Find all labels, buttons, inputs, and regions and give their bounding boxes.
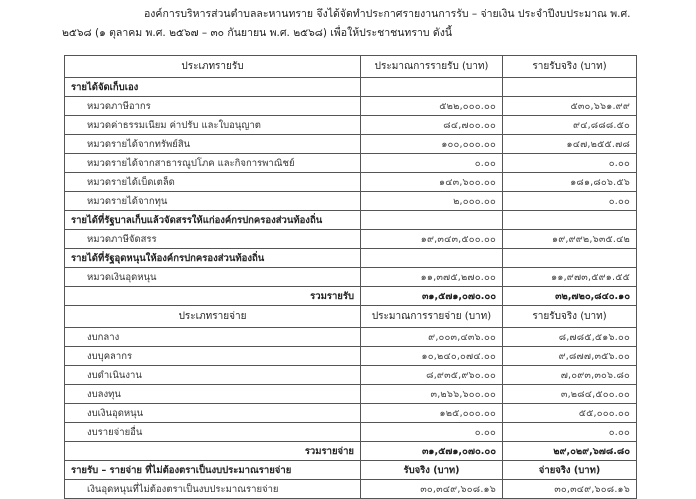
- row-estimate: ๑๑,๓๗๕,๒๗๐.๐๐: [361, 268, 503, 287]
- col-header-income-estimate: ประมาณการรายรับ (บาท): [361, 56, 503, 78]
- row-actual: ๓,๒๘๔,๕๐๐.๐๐: [503, 385, 637, 404]
- section-row: [65, 211, 637, 230]
- row-actual: ๐.๐๐: [503, 192, 637, 211]
- row-estimate: ๐.๐๐: [361, 423, 503, 442]
- table-row: [65, 116, 637, 135]
- table-row: [65, 135, 637, 154]
- row-label: หมวดรายได้จากทรัพย์สิน: [65, 135, 361, 154]
- row-received: ๓๐,๓๔๙,๖๐๘.๑๖: [361, 480, 503, 499]
- row-label: เงินอุดหนุนที่ไม่ต้องตราเป็นงบประมาณรายจ่าย: [65, 480, 361, 499]
- section-row: [65, 249, 637, 268]
- table-row: [65, 423, 637, 442]
- table-row: [65, 366, 637, 385]
- income-total-row: [65, 287, 637, 306]
- table-row: [65, 328, 637, 347]
- row-paid: ๓๐,๓๔๙,๖๐๘.๑๖: [503, 480, 637, 499]
- row-estimate: ๘,๙๓๕,๙๖๐.๐๐: [361, 366, 503, 385]
- total-estimate: ๓๑,๕๗๑,๐๗๐.๐๐: [361, 287, 503, 306]
- col-header-income-type: ประเภทรายรับ: [65, 56, 361, 78]
- row-estimate: ๑๐,๒๔๐,๐๗๔.๐๐: [361, 347, 503, 366]
- table-row: [65, 404, 637, 423]
- expense-header-row: [65, 306, 637, 328]
- table-row: [65, 173, 637, 192]
- row-label: หมวดค่าธรรมเนียม ค่าปรับ และใบอนุญาต: [65, 116, 361, 135]
- intro-line-1: องค์การบริหารส่วนตำบลละหานทราย จึงได้จัดทำประกาศรายงานการรับ – จ่ายเงิน ประจำปีงบประมาณ พ.ศ.: [144, 8, 631, 20]
- row-actual: ๙,๘๗๗,๓๕๖.๐๐: [503, 347, 637, 366]
- row-label: งบบุคลากร: [65, 347, 361, 366]
- row-actual: ๑๑,๙๗๓,๕๙๑.๕๕: [503, 268, 637, 287]
- col-header-received: รับจริง (บาท): [361, 461, 503, 480]
- row-actual: ๙๔,๘๘๘.๕๐: [503, 116, 637, 135]
- income-expense-table: [64, 55, 637, 499]
- col-header-expense-type: ประเภทรายจ่าย: [65, 306, 361, 328]
- section-title: รายได้จัดเก็บเอง: [65, 78, 361, 97]
- col-header-expense-actual: รายรับจริง (บาท): [503, 306, 637, 328]
- row-estimate: ๑๙,๓๔๓,๕๐๐.๐๐: [361, 230, 503, 249]
- row-actual: ๘,๗๘๕,๕๑๖.๐๐: [503, 328, 637, 347]
- non-budget-title: รายรับ – รายจ่าย ที่ไม่ต้องตราเป็นงบประมาณรายจ่าย: [65, 461, 361, 480]
- table-row: [65, 480, 637, 499]
- row-actual: ๗,๐๙๓,๓๐๖.๘๐: [503, 366, 637, 385]
- table-row: [65, 268, 637, 287]
- total-label: รวมรายรับ: [65, 287, 361, 306]
- row-label: งบลงทุน: [65, 385, 361, 404]
- row-label: หมวดภาษีจัดสรร: [65, 230, 361, 249]
- row-label: หมวดรายได้จากทุน: [65, 192, 361, 211]
- row-estimate: ๐.๐๐: [361, 154, 503, 173]
- row-label: งบดำเนินงาน: [65, 366, 361, 385]
- col-header-income-actual: รายรับจริง (บาท): [503, 56, 637, 78]
- non-budget-header-row: [65, 461, 637, 480]
- row-estimate: ๙,๐๐๓,๔๓๖.๐๐: [361, 328, 503, 347]
- row-estimate: ๑๐๐,๐๐๐.๐๐: [361, 135, 503, 154]
- row-label: หมวดภาษีอากร: [65, 97, 361, 116]
- intro-line-2: ๒๕๖๘ (๑ ตุลาคม พ.ศ. ๒๕๖๗ – ๓๐ กันยายน พ.ศ. ๒๕๖๘) เพื่อให้ประชาชนทราบ ดังนี้: [62, 27, 453, 39]
- section-title: รายได้ที่รัฐบาลเก็บแล้วจัดสรรให้แก่องค์กรปกครองส่วนท้องถิ่น: [65, 211, 361, 230]
- total-label: รวมรายจ่าย: [65, 442, 361, 461]
- expense-total-row: [65, 442, 637, 461]
- col-header-expense-estimate: ประมาณการรายจ่าย (บาท): [361, 306, 503, 328]
- row-label: หมวดเงินอุดหนุน: [65, 268, 361, 287]
- row-estimate: ๑๔๓,๖๐๐.๐๐: [361, 173, 503, 192]
- row-actual: ๕๓๐,๖๖๑.๙๙: [503, 97, 637, 116]
- row-estimate: ๒,๐๐๐.๐๐: [361, 192, 503, 211]
- row-actual: ๐.๐๐: [503, 154, 637, 173]
- row-label: หมวดรายได้จากสาธารณูปโภค และกิจการพาณิชย์: [65, 154, 361, 173]
- row-actual: ๐.๐๐: [503, 423, 637, 442]
- table-row: [65, 230, 637, 249]
- row-label: งบกลาง: [65, 328, 361, 347]
- section-title: รายได้ที่รัฐอุดหนุนให้องค์กรปกครองส่วนท้องถิ่น: [65, 249, 361, 268]
- col-header-paid: จ่ายจริง (บาท): [503, 461, 637, 480]
- section-row: [65, 78, 637, 97]
- row-label: หมวดรายได้เบ็ดเตล็ด: [65, 173, 361, 192]
- table-row: [65, 154, 637, 173]
- table-row: [65, 385, 637, 404]
- total-actual: ๓๒,๗๒๐,๘๔๐.๑๐: [503, 287, 637, 306]
- row-actual: ๑๔๗,๒๕๕.๗๘: [503, 135, 637, 154]
- total-actual: ๒๙,๐๒๙,๖๗๘.๘๐: [503, 442, 637, 461]
- table-row: [65, 97, 637, 116]
- row-actual: ๕๕,๐๐๐.๐๐: [503, 404, 637, 423]
- table-row: [65, 192, 637, 211]
- row-label: งบเงินอุดหนุน: [65, 404, 361, 423]
- row-estimate: ๘๔,๗๐๐.๐๐: [361, 116, 503, 135]
- total-estimate: ๓๑,๕๗๑,๐๗๐.๐๐: [361, 442, 503, 461]
- row-estimate: ๕๒๒,๐๐๐.๐๐: [361, 97, 503, 116]
- table-row: [65, 347, 637, 366]
- row-estimate: ๑๒๕,๐๐๐.๐๐: [361, 404, 503, 423]
- row-label: งบรายจ่ายอื่น: [65, 423, 361, 442]
- row-estimate: ๓,๒๖๖,๖๐๐.๐๐: [361, 385, 503, 404]
- row-actual: ๑๘๑,๘๐๖.๕๖: [503, 173, 637, 192]
- income-header-row: [65, 56, 637, 78]
- row-actual: ๑๙,๙๙๒,๖๓๕.๔๒: [503, 230, 637, 249]
